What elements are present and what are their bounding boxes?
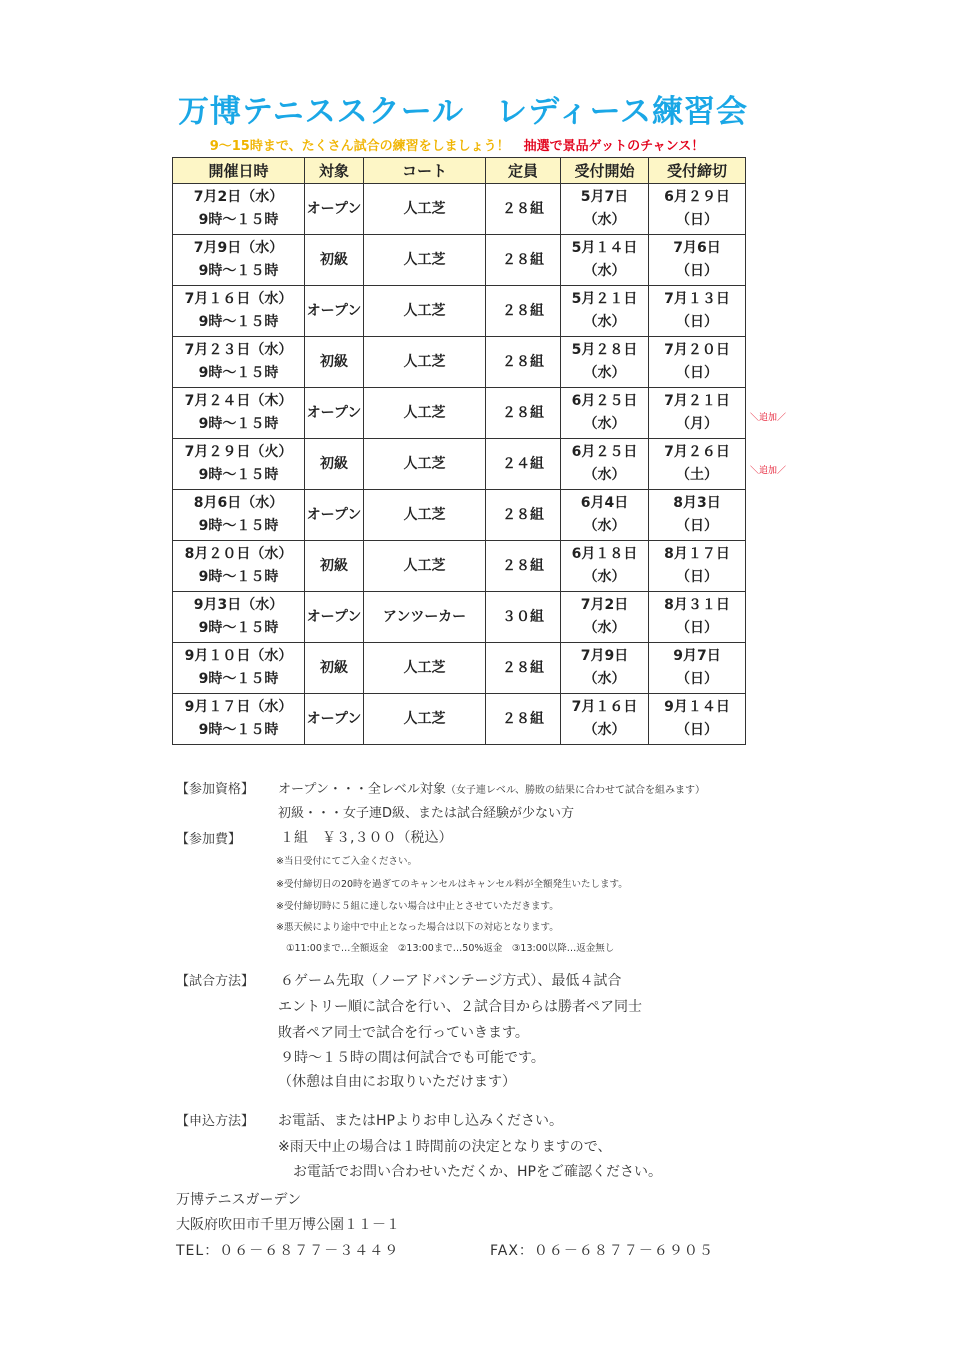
event-date: 8月２０日（水） bbox=[184, 546, 293, 562]
event-time: 9時〜１５時 bbox=[198, 416, 279, 432]
table-row bbox=[173, 439, 746, 490]
cell-date bbox=[173, 184, 305, 235]
event-date: 9月１７日（水） bbox=[184, 699, 293, 715]
cell-date bbox=[173, 694, 305, 745]
end-date: 9月7日 bbox=[673, 648, 721, 664]
event-date: 7月２９日（火） bbox=[184, 444, 293, 460]
cell-target: オープン bbox=[305, 388, 364, 439]
event-time: 9時〜１５時 bbox=[198, 722, 279, 738]
end-day: （月） bbox=[676, 416, 718, 432]
end-date: 7月１３日 bbox=[664, 291, 730, 307]
end-day: （日） bbox=[676, 722, 718, 738]
table-row bbox=[173, 592, 746, 643]
table-row bbox=[173, 184, 746, 235]
table-row bbox=[173, 694, 746, 745]
table-row bbox=[173, 490, 746, 541]
end-day: （日） bbox=[676, 620, 718, 636]
event-date: 7月2日（水） bbox=[193, 189, 284, 205]
cell-capacity: ２８組 bbox=[486, 694, 561, 745]
end-day: （日） bbox=[676, 518, 718, 534]
cell-start bbox=[561, 541, 649, 592]
cell-end bbox=[649, 235, 746, 286]
apply-line: お電話、またはHPよりお申し込みください。 bbox=[278, 1113, 563, 1129]
cell-target: オープン bbox=[305, 286, 364, 337]
apply-label: 【申込方法】 bbox=[176, 1114, 255, 1129]
cell-date bbox=[173, 337, 305, 388]
event-time: 9時〜１５時 bbox=[198, 467, 279, 483]
event-date: 9月１０日（水） bbox=[184, 648, 293, 664]
cell-court: 人工芝 bbox=[364, 541, 486, 592]
cell-end bbox=[649, 490, 746, 541]
end-day: （日） bbox=[676, 365, 718, 381]
cell-court: 人工芝 bbox=[364, 388, 486, 439]
header-end: 受付締切 bbox=[649, 158, 746, 184]
match-line: ６ゲーム先取（ノーアドバンテージ方式）、最低４試合 bbox=[280, 973, 622, 989]
cell-start bbox=[561, 388, 649, 439]
start-day: （水） bbox=[583, 212, 626, 228]
fee-amount: １組 ￥３,３００（税込） bbox=[280, 830, 453, 846]
subtitle-right: 抽選で景品ゲットのチャンス！ bbox=[523, 139, 705, 154]
start-day: （水） bbox=[583, 365, 626, 381]
end-date: 7月２６日 bbox=[664, 444, 730, 460]
table-row bbox=[173, 643, 746, 694]
eligibility-beginner: 初級・・・女子連D級、または試合経験が少ない方 bbox=[278, 806, 575, 821]
event-date: 7月２４日（木） bbox=[184, 393, 293, 409]
table-row bbox=[173, 541, 746, 592]
cell-capacity: ２８組 bbox=[486, 286, 561, 337]
contact-tel: TEL：０６－６８７７－３４４９ bbox=[176, 1243, 400, 1259]
start-date: 6月4日 bbox=[580, 495, 629, 511]
cell-date bbox=[173, 439, 305, 490]
end-day: （日） bbox=[676, 314, 718, 330]
start-date: 5月7日 bbox=[580, 189, 629, 205]
cell-date bbox=[173, 643, 305, 694]
cell-start bbox=[561, 235, 649, 286]
cell-end bbox=[649, 643, 746, 694]
fee-note: ※受付締切日の20時を過ぎてのキャンセルはキャンセル料が全額発生いたします。 bbox=[276, 879, 628, 890]
end-day: （日） bbox=[676, 263, 718, 279]
cell-capacity: ２８組 bbox=[486, 490, 561, 541]
event-time: 9時〜１５時 bbox=[198, 671, 279, 687]
cell-end bbox=[649, 388, 746, 439]
header-capacity: 定員 bbox=[486, 158, 561, 184]
match-line: （休憩は自由にお取りいただけます） bbox=[278, 1074, 516, 1090]
start-day: （水） bbox=[583, 467, 626, 483]
match-line: ９時〜１５時の間は何試合でも可能です。 bbox=[280, 1050, 545, 1066]
start-day: （水） bbox=[583, 263, 626, 279]
cell-start bbox=[561, 592, 649, 643]
header-court: コート bbox=[364, 158, 486, 184]
end-date: 7月２１日 bbox=[664, 393, 730, 409]
cell-end bbox=[649, 592, 746, 643]
eligibility-label: 【参加資格】 bbox=[176, 782, 255, 797]
end-date: 7月6日 bbox=[673, 240, 721, 256]
event-date: 7月２３日（水） bbox=[184, 342, 293, 358]
start-day: （水） bbox=[583, 722, 626, 738]
cell-capacity: ２８組 bbox=[486, 184, 561, 235]
schedule-table bbox=[172, 157, 746, 745]
subtitle-left: 9〜15時まで、たくさん試合の練習をしましょう！ bbox=[209, 139, 510, 154]
cell-court: 人工芝 bbox=[364, 184, 486, 235]
cell-court: 人工芝 bbox=[364, 694, 486, 745]
added-note: ＼追加／ bbox=[750, 465, 787, 476]
cell-court: 人工芝 bbox=[364, 643, 486, 694]
end-date: 8月3日 bbox=[673, 495, 721, 511]
event-date: 9月3日（水） bbox=[193, 597, 284, 613]
cell-end bbox=[649, 337, 746, 388]
start-date: 5月２８日 bbox=[571, 342, 638, 358]
table-row bbox=[173, 286, 746, 337]
cell-end bbox=[649, 286, 746, 337]
cell-end bbox=[649, 184, 746, 235]
event-time: 9時〜１５時 bbox=[198, 263, 279, 279]
start-date: 6月２５日 bbox=[571, 393, 638, 409]
cell-end bbox=[649, 694, 746, 745]
start-date: 7月2日 bbox=[580, 597, 629, 613]
start-day: （水） bbox=[583, 314, 626, 330]
cell-start bbox=[561, 184, 649, 235]
start-day: （水） bbox=[583, 518, 626, 534]
table-row bbox=[173, 235, 746, 286]
cell-court: 人工芝 bbox=[364, 490, 486, 541]
added-note: ＼追加／ bbox=[750, 413, 787, 424]
cell-target: 初級 bbox=[305, 235, 364, 286]
cell-date bbox=[173, 541, 305, 592]
apply-line: お電話でお問い合わせいただくか、HPをご確認ください。 bbox=[293, 1164, 662, 1180]
cell-capacity: ２８組 bbox=[486, 235, 561, 286]
event-time: 9時〜１５時 bbox=[198, 518, 279, 534]
fee-label: 【参加費】 bbox=[176, 832, 242, 847]
start-day: （水） bbox=[583, 671, 626, 687]
fee-note: ※受付締切時に５組に達しない場合は中止とさせていただきます。 bbox=[276, 901, 559, 912]
subtitle bbox=[0, 135, 914, 154]
eligibility-open-main: オープン・・・全レベル対象 bbox=[278, 782, 446, 797]
cell-court: 人工芝 bbox=[364, 286, 486, 337]
fee-note: ※悪天候により途中で中止となった場合は以下の対応となります。 bbox=[276, 922, 559, 933]
event-date: 7月9日（水） bbox=[193, 240, 284, 256]
cell-target: 初級 bbox=[305, 439, 364, 490]
cell-target: 初級 bbox=[305, 337, 364, 388]
cell-capacity: ２８組 bbox=[486, 388, 561, 439]
contact-fax: FAX：０６－６８７７－６９０５ bbox=[490, 1243, 714, 1259]
contact-name: 万博テニスガーデン bbox=[176, 1192, 302, 1208]
cell-date bbox=[173, 490, 305, 541]
contact-address: 大阪府吹田市千里万博公園１１－１ bbox=[176, 1217, 400, 1233]
apply-line: ※雨天中止の場合は１時間前の決定となりますので、 bbox=[278, 1139, 612, 1155]
event-time: 9時〜１５時 bbox=[198, 212, 279, 228]
end-day: （日） bbox=[676, 569, 718, 585]
cell-date bbox=[173, 235, 305, 286]
cell-start bbox=[561, 694, 649, 745]
start-date: 5月２１日 bbox=[571, 291, 638, 307]
cell-date bbox=[173, 286, 305, 337]
event-time: 9時〜１５時 bbox=[198, 314, 279, 330]
header-target: 対象 bbox=[305, 158, 364, 184]
end-date: 8月３１日 bbox=[664, 597, 730, 613]
cell-capacity: ２８組 bbox=[486, 643, 561, 694]
eligibility-open bbox=[278, 778, 705, 797]
event-time: 9時〜１５時 bbox=[198, 620, 279, 636]
cell-start bbox=[561, 286, 649, 337]
cell-capacity: ３０組 bbox=[486, 592, 561, 643]
eligibility-open-note: （女子連レベル、勝敗の結果に合わせて試合を組みます） bbox=[445, 785, 706, 796]
end-day: （日） bbox=[676, 671, 718, 687]
cell-start bbox=[561, 439, 649, 490]
match-label: 【試合方法】 bbox=[176, 974, 255, 989]
cell-court: 人工芝 bbox=[364, 235, 486, 286]
end-date: 7月２０日 bbox=[664, 342, 730, 358]
fee-refund: ①11:00まで…全額返金 ②13:00まで…50%返金 ③13:00以降…返金無し bbox=[286, 943, 615, 954]
end-date: 9月１４日 bbox=[664, 699, 730, 715]
cell-date bbox=[173, 592, 305, 643]
start-day: （水） bbox=[583, 569, 626, 585]
start-date: 7月１６日 bbox=[571, 699, 638, 715]
cell-date bbox=[173, 388, 305, 439]
header-start: 受付開始 bbox=[561, 158, 649, 184]
match-line: 敗者ペア同士で試合を行っていきます。 bbox=[278, 1025, 529, 1041]
cell-court: 人工芝 bbox=[364, 439, 486, 490]
header-date: 開催日時 bbox=[173, 158, 305, 184]
match-line: エントリー順に試合を行い、２試合目からは勝者ペア同士 bbox=[278, 999, 642, 1015]
table-row bbox=[173, 337, 746, 388]
cell-end bbox=[649, 439, 746, 490]
table-row bbox=[173, 388, 746, 439]
cell-court: アンツーカー bbox=[364, 592, 486, 643]
start-day: （水） bbox=[583, 620, 626, 636]
table-header-row bbox=[173, 158, 746, 184]
end-day: （土） bbox=[676, 467, 718, 483]
cell-target: オープン bbox=[305, 490, 364, 541]
event-time: 9時〜１５時 bbox=[198, 365, 279, 381]
cell-target: 初級 bbox=[305, 541, 364, 592]
cell-start bbox=[561, 643, 649, 694]
cell-target: 初級 bbox=[305, 643, 364, 694]
start-date: 7月9日 bbox=[580, 648, 629, 664]
event-date: 7月１６日（水） bbox=[184, 291, 293, 307]
event-date: 8月6日（水） bbox=[193, 495, 284, 511]
cell-target: オープン bbox=[305, 694, 364, 745]
end-date: 6月２９日 bbox=[664, 189, 730, 205]
cell-capacity: ２８組 bbox=[486, 541, 561, 592]
start-date: 5月１４日 bbox=[571, 240, 638, 256]
end-day: （日） bbox=[676, 212, 718, 228]
cell-court: 人工芝 bbox=[364, 337, 486, 388]
cell-capacity: ２４組 bbox=[486, 439, 561, 490]
cell-target: オープン bbox=[305, 184, 364, 235]
start-date: 6月１８日 bbox=[571, 546, 638, 562]
event-time: 9時〜１５時 bbox=[198, 569, 279, 585]
page-title: 万博テニススクール レディース練習会 bbox=[177, 94, 749, 130]
end-date: 8月１７日 bbox=[664, 546, 730, 562]
cell-capacity: ２８組 bbox=[486, 337, 561, 388]
cell-end bbox=[649, 541, 746, 592]
cell-start bbox=[561, 490, 649, 541]
start-date: 6月２５日 bbox=[571, 444, 638, 460]
cell-start bbox=[561, 337, 649, 388]
start-day: （水） bbox=[583, 416, 626, 432]
fee-note: ※当日受付にてご入金ください。 bbox=[276, 856, 417, 867]
cell-target: オープン bbox=[305, 592, 364, 643]
